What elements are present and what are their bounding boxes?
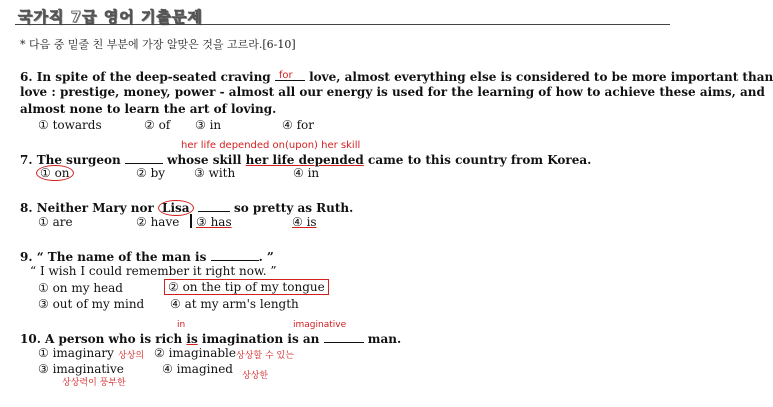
- question-7-underlined: her life depended: [245, 153, 364, 167]
- question-9-line: [20, 248, 274, 264]
- question-10-text-mid: imagination is an: [201, 332, 320, 346]
- question-6-option-2: ② of: [144, 118, 171, 132]
- instruction: * 다음 중 밑줄 친 부분에 가장 알맞은 것을 고르라.[6-10]: [20, 38, 296, 51]
- question-8-option-2: ② have: [136, 215, 180, 229]
- question-7-option-1: ① on: [36, 165, 74, 181]
- question-10-option-2: ② imaginable: [154, 346, 236, 360]
- question-10-text-end: man.: [367, 332, 402, 346]
- question-10-note-4: 상상한: [242, 371, 269, 381]
- question-6-line-3: almost none to learn the art of loving.: [20, 102, 277, 116]
- question-8-circled-word: Lisa: [158, 200, 194, 216]
- question-7-option-4: ④ in: [293, 166, 320, 180]
- question-7-blank: [125, 151, 163, 164]
- question-8-text: 8. Neither Mary nor: [20, 201, 154, 215]
- question-10-option-3: ③ imaginative: [38, 362, 124, 376]
- question-10-note-3: 상상력이 풍부한: [62, 378, 126, 388]
- question-9-quote: “ I wish I could remember it right now. ”: [30, 264, 277, 278]
- question-6-text: 6. In spite of the deep-seated craving: [20, 70, 271, 84]
- question-8-text-end: so pretty as Ruth.: [233, 201, 354, 215]
- question-6-line-1: [20, 68, 773, 84]
- page-title: 국가직 7급 영어 기출문제: [18, 8, 204, 26]
- question-8-line: [20, 199, 353, 215]
- question-6-option-1: ① towards: [38, 118, 102, 132]
- question-9-option-2-wrap: [164, 280, 329, 294]
- question-7-text-mid: whose skill: [167, 153, 242, 167]
- question-7-option-3: ③ with: [194, 166, 236, 180]
- question-10-blank: [324, 330, 364, 343]
- question-6-line-2: love : prestige, money, power - almost all our energy is used for the learning of how to achieve these aims, and: [20, 85, 765, 99]
- question-9-text: 9. “ The name of the man is: [20, 250, 207, 264]
- question-10-note-adjective: imaginative: [293, 320, 347, 330]
- question-9-option-2: ② on the tip of my tongue: [164, 279, 329, 295]
- question-6-text-cont: love, almost everything else is considered to be more important than: [309, 70, 773, 84]
- question-6-option-4: ④ for: [282, 118, 314, 132]
- question-7-text: 7. The surgeon: [20, 153, 121, 167]
- question-10-text: 10. A person who is rich: [20, 332, 183, 346]
- question-6-option-3: ③ in: [195, 118, 222, 132]
- question-10-note-in: in: [177, 320, 186, 330]
- question-8-mark: [190, 214, 192, 228]
- question-9-option-4: ④ at my arm's length: [170, 297, 299, 311]
- question-9-text-end: . ”: [258, 250, 274, 264]
- question-8-option-4-wrap: [292, 215, 317, 229]
- question-8-blank: [198, 199, 230, 212]
- question-7-option-2: ② by: [136, 166, 166, 180]
- question-8-option-3-wrap: [196, 215, 232, 229]
- question-8-option-1: ① are: [38, 215, 73, 229]
- question-10-line: [20, 330, 401, 346]
- question-7-option-1-wrap: [36, 166, 74, 180]
- question-10-option-4: ④ imagined: [162, 362, 233, 376]
- question-9-option-3: ③ out of my mind: [38, 297, 145, 311]
- question-7-text-end: came to this country from Korea.: [368, 153, 592, 167]
- title-divider: [15, 24, 670, 25]
- question-10-underlined: is: [186, 332, 198, 346]
- question-8-option-4: ④ is: [292, 215, 317, 229]
- question-10-note-1: 상상의: [118, 351, 145, 361]
- question-9-option-1: ① on my head: [38, 281, 123, 295]
- question-10-option-1: ① imaginary: [38, 346, 114, 360]
- question-6-answer-note: for: [278, 70, 293, 81]
- question-7-annotation: her life depended on(upon) her skill: [181, 140, 361, 151]
- question-9-blank: [211, 248, 259, 261]
- question-8-option-3: ③ has: [196, 215, 232, 229]
- question-6-blank: [275, 68, 305, 81]
- question-7-line: [20, 151, 591, 167]
- question-10-note-2: 상상할 수 있는: [236, 351, 294, 361]
